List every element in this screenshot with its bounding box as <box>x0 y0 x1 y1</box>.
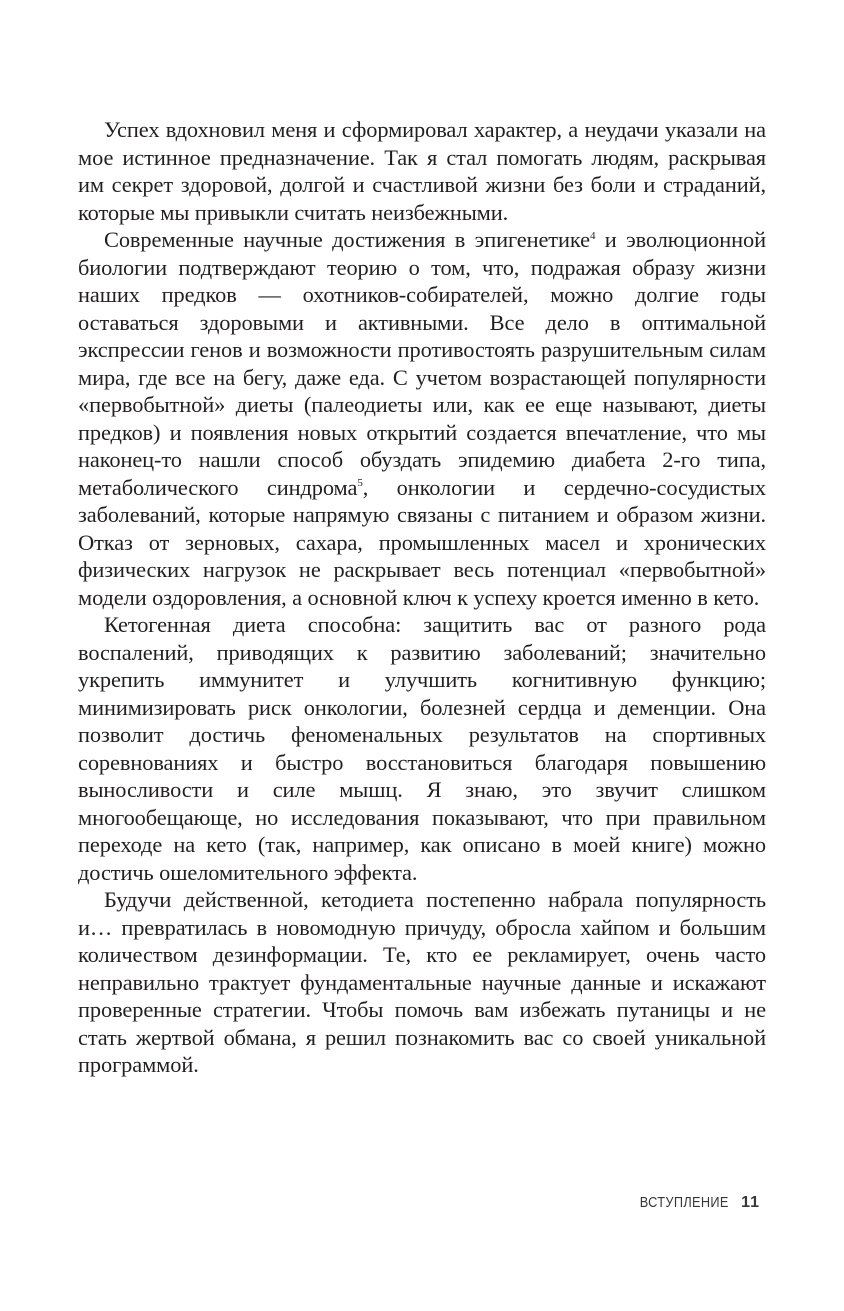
paragraph-2 <box>78 226 766 611</box>
paragraph-1: Успех вдохновил меня и сформировал характер, а неудачи указали на мое истинное предназначение. Так я стал помогать людям, раскрывая им секрет здоровой, долгой и счастливой жизни без боли и страданий, которые мы привыкли считать неизбежными. <box>78 117 766 225</box>
footnote-marker-5: 5 <box>357 477 363 490</box>
paragraph-2-text-1: Современные научные достижения в эпигенетике <box>104 227 590 252</box>
page-footer <box>624 1194 760 1212</box>
paragraph-2-text-3: , онкологии и сердечно-сосудистых заболеваний, которые напрямую связаны с питанием и образом жизни. Отказ от зерновых, сахара, промышленных масел и хронических физических нагрузок не раскрывает весь потенциал «первобытной» модели оздоровления, а основной ключ к успеху кроется именно в кето. <box>78 474 766 610</box>
paragraph-4: Будучи действенной, кетодиета постепенно набрала популярность и… превратилась в новомодную причуду, обросла хайпом и большим количеством дезинформации. Те, кто ее рекламирует, очень часто неправильно трактует фундаментальные научные данные и искажают проверенные стратегии. Чтобы помочь вам избежать путаницы и не стать жертвой обмана, я решил познакомить вас со своей уникальной программой. <box>78 887 766 1077</box>
paragraph-3: Кетогенная диета способна: защитить вас от разного рода воспалений, приводящих к развитию заболеваний; значительно укрепить иммунитет и улучшить когнитивную функцию; минимизировать риск онкологии, болезней сердца и деменции. Она позволит достичь феноменальных результатов на спортивных соревнованиях и быстро восстановиться благодаря повышению выносливости и силе мышц. Я знаю, это звучит слишком многообещающе, но исследования показывают, что при правильном переходе на кето (так, например, как описано в моей книге) можно достичь ошеломительного эффекта. <box>78 612 766 885</box>
paragraph-2-text-2: и эволюционной биологии подтверждают теорию о том, что, подражая образу жизни наших предков — охотников-собирателей, можно долгие годы оставаться здоровыми и активными. Все дело в оптимальной экспрессии генов и возможности противостоять разрушительным силам мира, где все на бегу, даже еда. С учетом возрастающей популярности «первобытной» диеты (палеодиеты или, как ее еще называют, диеты предков) и появления новых открытий создается впечатление, что мы наконец-то нашли способ обуздать эпидемию диабета 2-го типа, метаболического синдрома <box>78 227 767 500</box>
section-label: ВСТУПЛЕНИЕ <box>640 1194 730 1211</box>
footnote-marker-4: 4 <box>589 229 596 242</box>
page-number: 11 <box>741 1194 760 1211</box>
page-body <box>78 116 766 1079</box>
